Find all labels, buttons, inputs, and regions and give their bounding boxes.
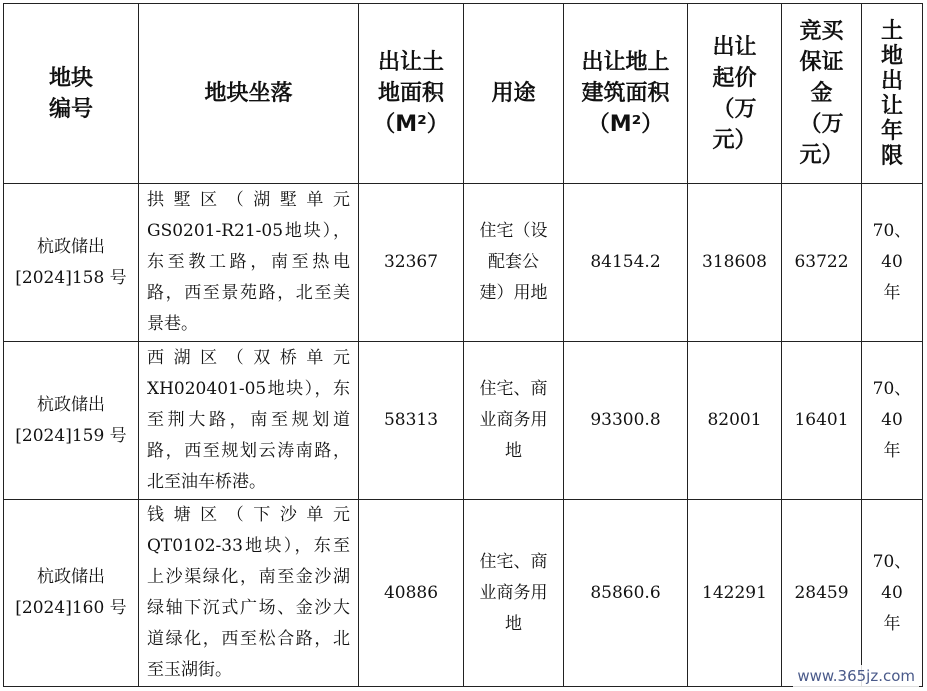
start-price-cell: 82001 bbox=[688, 342, 782, 500]
header-term: 土 地 出 让 年 限 bbox=[862, 4, 923, 184]
building-area-cell: 85860.6 bbox=[564, 500, 688, 687]
deposit-cell: 28459 bbox=[782, 500, 862, 687]
term-cell: 70、 40 年 bbox=[862, 500, 923, 687]
location-cell: 西湖区（双桥单元XH020401-05地块），东至荆大路，南至规划道路，西至规划云涛南路，北至油车桥港。 bbox=[139, 342, 359, 500]
term-cell: 70、 40 年 bbox=[862, 184, 923, 342]
header-start-price: 出让 起价 （万 元） bbox=[688, 4, 782, 184]
header-parcel-no: 地块 编号 bbox=[4, 4, 139, 184]
watermark: www.365jz.com bbox=[793, 665, 919, 687]
land-area-cell: 32367 bbox=[359, 184, 464, 342]
use-cell: 住宅、商 业商务用 地 bbox=[464, 500, 564, 687]
deposit-cell: 63722 bbox=[782, 184, 862, 342]
table-row bbox=[4, 342, 923, 500]
header-use: 用途 bbox=[464, 4, 564, 184]
location-cell: 钱塘区（下沙单元QT0102-33地块），东至上沙渠绿化，南至金沙湖绿轴下沉式广场、金沙大道绿化，西至松合路，北至玉湖街。 bbox=[139, 500, 359, 687]
land-transfer-table bbox=[3, 3, 923, 687]
term-cell: 70、 40 年 bbox=[862, 342, 923, 500]
table-row bbox=[4, 500, 923, 687]
table-row bbox=[4, 184, 923, 342]
header-building-area: 出让地上 建筑面积 （M²） bbox=[564, 4, 688, 184]
building-area-cell: 93300.8 bbox=[564, 342, 688, 500]
use-cell: 住宅、商 业商务用 地 bbox=[464, 342, 564, 500]
start-price-cell: 318608 bbox=[688, 184, 782, 342]
header-row bbox=[4, 4, 923, 184]
parcel-no-cell: 杭政储出 [2024]159 号 bbox=[4, 342, 139, 500]
building-area-cell: 84154.2 bbox=[564, 184, 688, 342]
header-location: 地块坐落 bbox=[139, 4, 359, 184]
use-cell: 住宅（设 配套公 建）用地 bbox=[464, 184, 564, 342]
parcel-no-cell: 杭政储出 [2024]158 号 bbox=[4, 184, 139, 342]
header-land-area: 出让土 地面积 （M²） bbox=[359, 4, 464, 184]
start-price-cell: 142291 bbox=[688, 500, 782, 687]
header-deposit: 竞买 保证 金 （万 元） bbox=[782, 4, 862, 184]
land-area-cell: 58313 bbox=[359, 342, 464, 500]
deposit-cell: 16401 bbox=[782, 342, 862, 500]
location-cell: 拱墅区（湖墅单元GS0201-R21-05地块），东至教工路，南至热电路，西至景苑路，北至美景巷。 bbox=[139, 184, 359, 342]
land-area-cell: 40886 bbox=[359, 500, 464, 687]
parcel-no-cell: 杭政储出 [2024]160 号 bbox=[4, 500, 139, 687]
